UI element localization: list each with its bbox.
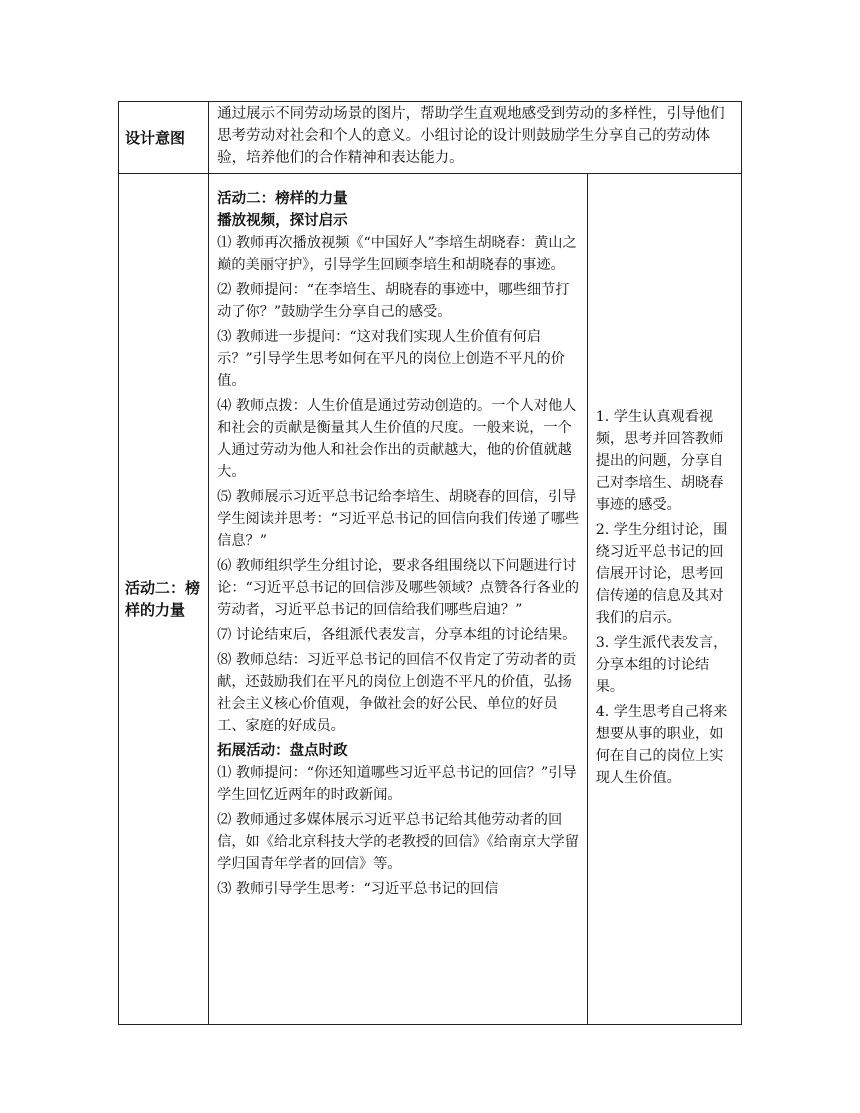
step-8: ⑻ 教师总结：习近平总书记的回信不仅肯定了劳动者的贡献，还鼓励我们在平凡的岗位上创造不平凡的价值，弘扬社会主义核心价值观，争做社会的好公民、单位的好员工、家庭的好成员。 [217, 652, 577, 734]
ext-step-3: ⑶ 教师引导学生思考：“习近平总书记的回信 [217, 881, 499, 897]
teacher-activity-cell [209, 174, 588, 1025]
step-7: ⑺ 讨论结束后，各组派代表发言，分享本组的讨论结果。 [217, 627, 577, 643]
student-activity-cell [587, 174, 741, 1025]
activity-row [119, 174, 742, 1025]
student-item-2: 2. 学生分组讨论，围绕习近平总书记的回信展开讨论，思考回信传递的信息及其对我们的启示。 [595, 522, 728, 626]
teacher-activity-content [217, 188, 581, 1024]
design-intent-label: 设计意图 [119, 102, 209, 174]
step-2: ⑵ 教师提问：“在李培生、胡晓春的事迹中，哪些细节打动了你？”鼓励学生分享自己的感受。 [217, 282, 570, 320]
ext-step-2: ⑵ 教师通过多媒体展示习近平总书记给其他劳动者的回信，如《给北京科技大学的老教授的回信》《给南京大学留学归国青年学者的回信》等。 [217, 812, 579, 872]
step-5: ⑸ 教师展示习近平总书记给李培生、胡晓春的回信，引导学生阅读并思考：“习近平总书记的回信向我们传递了哪些信息？” [217, 489, 580, 549]
step-6: ⑹ 教师组织学生分组讨论，要求各组围绕以下问题进行讨论：“习近平总书记的回信涉及哪些领域？点赞各行各业的劳动者，习近平总书记的回信给我们哪些启迪？” [217, 558, 580, 618]
lesson-plan-table [118, 101, 742, 1025]
activity-title: 活动二：榜样的力量 [217, 191, 348, 207]
activity-label: 活动二：榜样的力量 [119, 174, 209, 1025]
step-3: ⑶ 教师进一步提问：“这对我们实现人生价值有何启示？”引导学生思考如何在平凡的岗位上创造不平凡的价值。 [217, 329, 565, 389]
step-1: ⑴ 教师再次播放视频《“中国好人”李培生胡晓春：黄山之巅的美丽守护》，引导学生回顾李培生和胡晓春的事迹。 [217, 235, 577, 273]
section-heading-extension: 拓展活动：盘点时政 [217, 743, 348, 759]
student-item-4: 4. 学生思考自己将来想要从事的职业，如何在自己的岗位上实现人生价值。 [595, 704, 728, 786]
student-item-3: 3. 学生派代表发言，分享本组的讨论结果。 [595, 635, 728, 695]
design-intent-row [119, 102, 742, 174]
step-4: ⑷ 教师点拨：人生价值是通过劳动创造的。一个人对他人和社会的贡献是衡量其人生价值的尺度。一般来说，一个人通过劳动为他人和社会作出的贡献越大，他的价值就越大。 [217, 398, 577, 480]
design-intent-text: 通过展示不同劳动场景的图片，帮助学生直观地感受到劳动的多样性，引导他们思考劳动对社会和个人的意义。小组讨论的设计则鼓励学生分享自己的劳动体验，培养他们的合作精神和表达能力。 [209, 102, 742, 174]
ext-step-1: ⑴ 教师提问：“你还知道哪些习近平总书记的回信？”引导学生回忆近两年的时政新闻。 [217, 765, 577, 803]
section-heading-video: 播放视频，探讨启示 [217, 213, 348, 229]
student-item-1: 1. 学生认真观看视频，思考并回答教师提出的问题，分享自己对李培生、胡晓春事迹的感受。 [595, 409, 724, 513]
